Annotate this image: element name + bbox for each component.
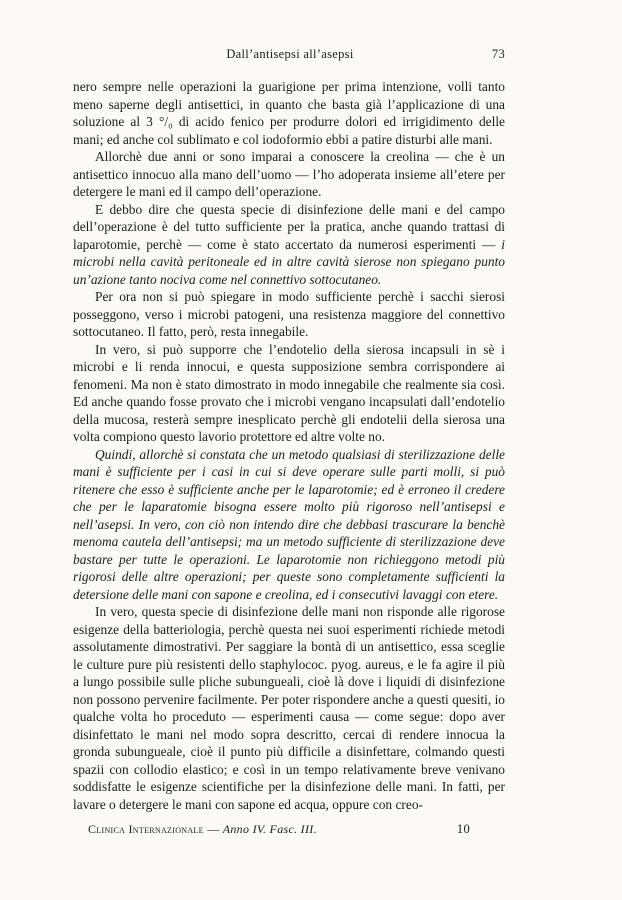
paragraph-4: Per ora non si può spiegare in modo sufficiente perchè i sacchi sierosi posseggono, verso i microbi patogeni, una resistenza maggiore del connettivo sottocutaneo. Il fatto, però, resta innegabile. <box>73 289 505 339</box>
paragraph-6-italic: Quindi, allorchè si constata che un metodo qualsiasi di sterilizzazione delle mani è sufficiente per i casi in cui si deve operare sulle parti molli, si può ritenere che esso è sufficiente anche per le laparotomie; ed è erroneo il credere che per le laparatomie bisogna essere molto più rigoroso nell’antisepsi e nell’asepsi. In vero, con ciò non intendo dire che debbasi trascurare la benchè menoma cautela dell’antisepsi; ma un metodo sufficiente di sterilizzazione deve bastare per tutte le operazioni. Le laparotomie non richieggono metodi più rigorosi delle altre operazioni; per queste sono completamente sufficienti la detersione delle mani con sapone e creolina, ed i consecutivi lavaggi con etere. <box>73 446 505 602</box>
body-text <box>73 78 505 813</box>
paragraph-3-italic: i microbi nella cavità peritoneale ed in altre cavità sierose non spiegano punto un’azione tanto nociva come nel connettivo sottocutaneo. <box>73 236 505 287</box>
page-footer <box>88 822 470 837</box>
running-title: Dall’antisepsi all’asepsi <box>226 47 354 61</box>
paragraph-7: In vero, questa specie di disinfezione delle mani non risponde alle rigorose esigenze della batteriologia, perchè questa nei suoi esperimenti richiede metodi assolutamente dimostrativi. Per saggiare la bontà di un antisettico, essa sceglie le culture pure più resistenti dello staphylococ. pyog. aureus, e le fa agire il più a lungo possibile sulle pliche subungueali, cioè là dove i liquidi di disinfezione non possono pervenire facilmente. Per poter rispondere anche a questi quesiti, io qualche volta ho proceduto — esperimenti causa — come segue: dopo aver disinfettato le mani nel modo sopra descritto, cercai di rendere innocua la gronda subungueale, cioè il punto più difficile a disinfettare, colmando questi spazii con collodio elastico; e così in un tempo relativamente breve venivano soddisfatte le esigenze scientifiche per la disinfezione delle mani. In fatti, per lavare o detergere le mani con sapone ed acqua, oppure con creo- <box>73 604 505 812</box>
footer-dash: — <box>207 822 220 836</box>
footer-journal: Clinica Internazionale <box>88 822 204 836</box>
footer-issue: Anno IV. Fasc. III. <box>222 822 317 836</box>
running-head <box>75 47 505 65</box>
footer-signature: 10 <box>456 822 470 836</box>
paragraph-3 <box>73 201 505 289</box>
paragraph-2: Allorchè due anni or sono imparai a conoscere la creolina — che è un antisettico innocuo alla mano dell’uomo — l’ho adoperata insieme all’etere per detergere le mani ed il campo dell’operazione. <box>73 149 505 199</box>
page-number: 73 <box>491 47 505 61</box>
paragraph-5: In vero, si può supporre che l’endotelio della sierosa incapsuli in sè i microbi e li renda innocui, e questa supposizione sembra corrispondere ai fenomeni. Ma non è stato dimostrato in modo innegabile che realmente sia così. Ed anche quando fosse provato che i microbi vengano incapsulati dall’endotelio della mucosa, resterà sempre inesplicato perchè gli endotelii della sierosa una volta compiono questo lavorio protettore ed altre volte no. <box>73 341 505 444</box>
paragraph-1: nero sempre nelle operazioni la guarigione per prima intenzione, volli tanto meno saperne degli antisettici, in quanto che basta già l’applicazione di una soluzione al 3 °/₀ di acido fenico per produrre dolori ed irrigidimento delle mani; ed anche col sublimato e col iodoformio ebbi a patire disturbi alle mani. <box>73 79 505 147</box>
paragraph-3-text: E debbo dire che questa specie di disinfezione delle mani e del campo dell’operazione è del tutto sufficiente per la pratica, anche quando trattasi di laparotomie, perchè — come è stato accertato da numerosi esperimenti — <box>73 201 505 252</box>
